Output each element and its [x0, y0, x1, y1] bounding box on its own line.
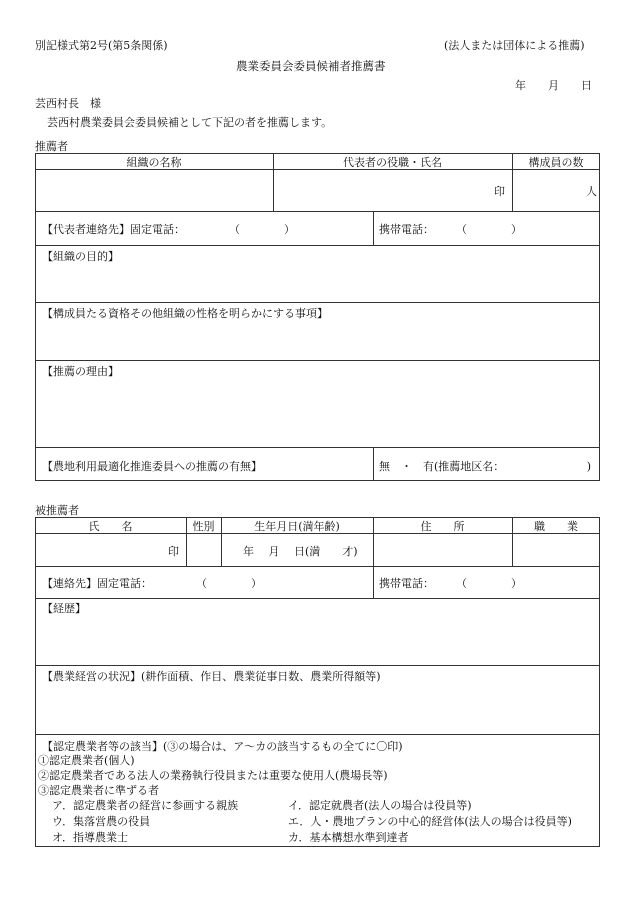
- col-address: 住 所: [420, 520, 465, 533]
- cert-option-2[interactable]: ②認定農業者である法人の業務執行役員または重要な使用人(農場長等): [38, 769, 388, 782]
- candidate-name-input[interactable]: [36, 534, 185, 565]
- representative-mobile[interactable]: 携帯電話： （ ）: [379, 223, 522, 236]
- cert-item-e[interactable]: エ．人・農地プランの中心的経営体(法人の場合は役員等): [288, 815, 572, 828]
- seal-mark: 印: [494, 185, 505, 198]
- addressee: 芸西村長 様: [35, 97, 101, 110]
- org-purpose-field[interactable]: 【組織の目的】: [42, 250, 119, 263]
- farming-status-field[interactable]: 【農業経営の状況】(耕作面積、作目、農業従事日数、農業所得額等): [42, 670, 381, 683]
- candidate-seal-mark: 印: [168, 545, 179, 558]
- occupation-input[interactable]: [513, 534, 599, 565]
- recommendation-reason-field[interactable]: 【推薦の理由】: [42, 365, 119, 378]
- birthdate-input[interactable]: 年 月 日(満 才): [243, 545, 358, 558]
- representative-input[interactable]: [274, 170, 511, 210]
- form-note: (法人または団体による推薦): [444, 39, 585, 52]
- col-birthdate: 生年月日(満年齢): [254, 520, 340, 533]
- member-qualification-field[interactable]: 【構成員たる資格その他組織の性格を明らかにする事項】: [42, 307, 328, 320]
- col-member-count: 構成員の数: [528, 156, 584, 169]
- recommender-section-label: 推薦者: [35, 140, 68, 153]
- col-org-name: 組織の名称: [126, 156, 182, 169]
- gender-input[interactable]: [187, 534, 220, 565]
- page-title: 農業委員会委員候補者推薦書: [236, 59, 386, 73]
- col-name: 氏 名: [88, 520, 133, 533]
- date-field[interactable]: 年 月 日: [515, 79, 592, 92]
- candidate-mobile[interactable]: 携帯電話： （ ）: [379, 577, 522, 590]
- cert-option-1[interactable]: ①認定農業者(個人): [38, 754, 135, 767]
- cert-item-a[interactable]: ア．認定農業者の経営に参画する親族: [52, 799, 239, 812]
- intro-text: 芸西村農業委員会委員候補として下記の者を推薦します。: [47, 116, 333, 129]
- cert-option-3[interactable]: ③認定農業者に準ずる者: [38, 784, 159, 797]
- promo-committee-options[interactable]: 無 ・ 有(推薦地区名： ): [379, 460, 592, 473]
- cert-item-o[interactable]: オ．指導農業士: [52, 831, 129, 844]
- candidate-landline[interactable]: 【連絡先】固定電話： （ ）: [42, 577, 262, 590]
- representative-landline[interactable]: 【代表者連絡先】固定電話： （ ）: [42, 223, 295, 236]
- form-number: 別記様式第2号(第5条関係): [35, 39, 168, 52]
- col-gender: 性別: [192, 520, 215, 533]
- cert-item-ka[interactable]: カ．基本構想水準到達者: [288, 831, 409, 844]
- col-representative: 代表者の役職・氏名: [343, 156, 442, 169]
- cert-item-u[interactable]: ウ．集落営農の役員: [52, 815, 151, 828]
- org-name-input[interactable]: [36, 170, 272, 210]
- certification-header: 【認定農業者等の該当】(③の場合は、ア～カの該当するもの全てに〇印): [42, 740, 403, 753]
- candidate-section-label: 被推薦者: [35, 504, 79, 517]
- address-input[interactable]: [374, 534, 511, 565]
- col-occupation: 職 業: [534, 520, 578, 533]
- unit-people: 人: [586, 185, 597, 198]
- cert-item-i[interactable]: イ．認定就農者(法人の場合は役員等): [288, 799, 472, 812]
- promo-committee-label: 【農地利用最適化推進委員への推薦の有無】: [42, 460, 262, 473]
- career-field[interactable]: 【経歴】: [42, 602, 86, 615]
